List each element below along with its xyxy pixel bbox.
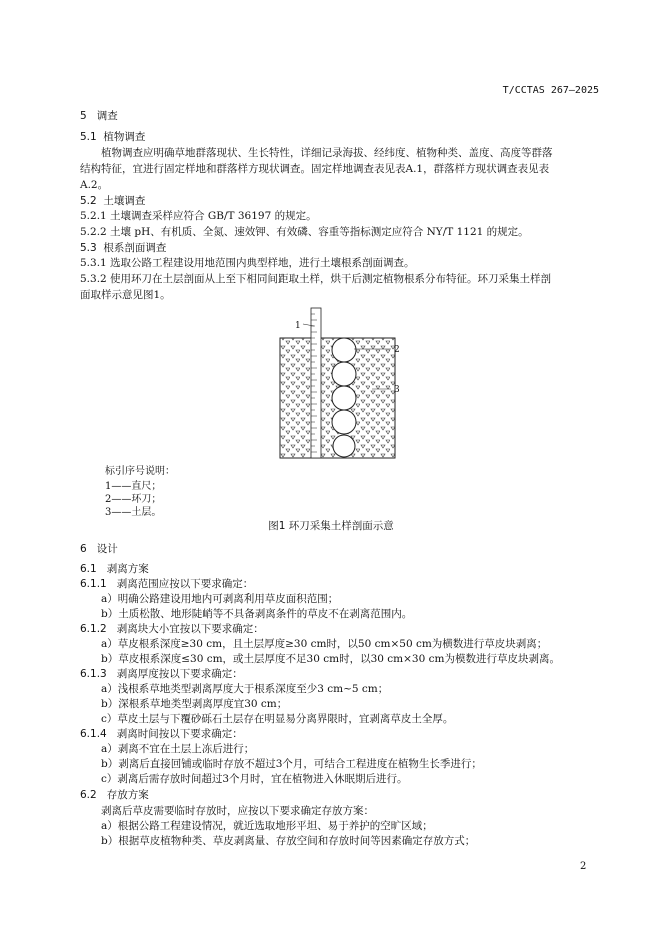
page-number: 2	[580, 861, 587, 872]
clause-6-1-4	[80, 728, 243, 741]
list-item: b）剥离后直接回铺或临时存放不超过3个月，可结合工程进度在植物生长季进行；	[101, 758, 482, 770]
figure-caption: 图1 环刀采集土样剖面示意	[268, 520, 394, 532]
clause-text: 剥离时间按以下要求确定：	[116, 728, 243, 740]
figure-label-3: 3	[394, 385, 400, 395]
section-number: 5.1	[80, 131, 97, 143]
section-number: 5	[80, 110, 87, 122]
paragraph-line: 结构特征，宜进行固定样地和群落样方现状调查。固定样地调查表见表A.1，群落样方现状调查表见表	[80, 163, 550, 175]
paragraph-line: A.2。	[80, 179, 109, 191]
list-item: b）深根系草地类型剥离厚度宜30 cm；	[101, 698, 288, 710]
legend-item: 2——环刀；	[105, 494, 162, 505]
section-6-heading	[80, 543, 118, 556]
clause-number: 6.1.4	[80, 728, 107, 740]
figure-label-2: 2	[394, 345, 400, 355]
ring-knife-profile-figure	[270, 300, 410, 462]
clause-6-1-3	[80, 668, 243, 681]
clause-6-1-1	[80, 578, 253, 591]
paragraph-line: 植物调查应明确草地群落现状、生长特性，详细记录海拔、经纬度、植物种类、盖度、高度等群落	[101, 147, 553, 159]
list-item: a）剥离不宜在土层上冻后进行；	[101, 743, 255, 755]
legend-item: 1——直尺；	[105, 481, 162, 492]
clause-5-3-2: 5.3.2 使用环刀在土层剖面从上至下相同间距取土样，烘干后测定植物根系分布特征。环刀采集土样剖	[80, 273, 552, 285]
ruler	[311, 308, 321, 458]
clause-5-3-2-cont: 面取样示意见图1。	[80, 289, 171, 301]
legend-title: 标引序号说明：	[105, 466, 175, 477]
section-5-2-heading	[80, 195, 145, 208]
section-title: 设计	[96, 543, 118, 555]
clause-number: 6.1.1	[80, 578, 107, 590]
clause-number: 6.1.3	[80, 668, 107, 680]
clause-text: 剥离厚度按以下要求确定：	[116, 668, 243, 680]
section-number: 6	[80, 543, 87, 555]
clause-6-1-2	[80, 623, 264, 636]
section-title: 植物调查	[103, 131, 146, 143]
ring-knife-sample	[333, 435, 355, 457]
list-item: a）根据公路工程建设情况，就近选取地形平坦、易于养护的空旷区域；	[101, 820, 433, 832]
list-item: c）草皮土层与下覆砂砾石土层存在明显易分离界限时，宜剥离草皮土全厚。	[101, 713, 454, 725]
section-6-2-heading	[80, 789, 149, 802]
paragraph-line: 剥离后草皮需要临时存放时，应按以下要求确定存放方案：	[101, 805, 374, 817]
list-item: a）明确公路建设用地内可剥离利用草皮面积范围；	[101, 593, 339, 605]
list-item: b）土质松散、地形陡峭等不具备剥离条件的草皮不在剥离范围内。	[101, 608, 413, 620]
section-5-1-heading	[80, 131, 145, 144]
ring-knife-sample	[332, 362, 356, 386]
section-number: 5.2	[80, 195, 97, 207]
standard-code: T/CCTAS 267—2025	[502, 85, 599, 96]
ring-knife-sample	[332, 386, 356, 410]
section-title: 剥离方案	[106, 563, 149, 575]
ring-knife-sample	[332, 338, 356, 362]
section-title: 调查	[96, 110, 118, 122]
section-5-3-heading	[80, 242, 166, 255]
section-number: 6.2	[80, 789, 97, 801]
ring-knife-sample	[332, 410, 356, 434]
clause-5-2-2: 5.2.2 土壤 pH、有机质、全氮、速效钾、有效磷、容重等指标测定应符合 NY/T 1121 的规定。	[80, 226, 529, 238]
list-item: c）剥离后需存放时间超过3个月时，宜在植物进入休眠期后进行。	[101, 773, 408, 785]
section-title: 存放方案	[106, 789, 149, 801]
list-item: a）草皮根系深度≥30 cm，且土层厚度≥30 cm时，以50 cm×50 cm为横数进行草皮块剥离；	[101, 638, 548, 650]
section-title: 根系剖面调查	[103, 242, 167, 254]
clause-5-2-1: 5.2.1 土壤调查采样应符合 GB/T 36197 的规定。	[80, 210, 317, 222]
list-item: b）根据草皮植物种类、草皮剥离量、存放空间和存放时间等因素确定存放方式；	[101, 835, 476, 847]
section-5-heading	[80, 110, 118, 123]
section-title: 土壤调查	[103, 195, 146, 207]
legend-item: 3——土层。	[105, 507, 162, 518]
list-item: a）浅根系草地类型剥离厚度大于根系深度至少3 cm~5 cm；	[101, 683, 389, 695]
ring-knife-samples	[332, 338, 356, 457]
clause-text: 剥离块大小宜按以下要求确定：	[116, 623, 264, 635]
clause-number: 6.1.2	[80, 623, 107, 635]
section-number: 6.1	[80, 563, 97, 575]
list-item: b）草皮根系深度≤30 cm，或土层厚度不足30 cm时，以30 cm×30 cm为模数进行草皮块剥离。	[101, 653, 560, 665]
clause-5-3-1: 5.3.1 选取公路工程建设用地范围内典型样地，进行土壤根系剖面调查。	[80, 257, 415, 269]
clause-text: 剥离范围应按以下要求确定：	[116, 578, 254, 590]
section-6-1-heading	[80, 563, 149, 576]
figure-label-1: 1	[295, 321, 301, 331]
section-number: 5.3	[80, 242, 97, 254]
